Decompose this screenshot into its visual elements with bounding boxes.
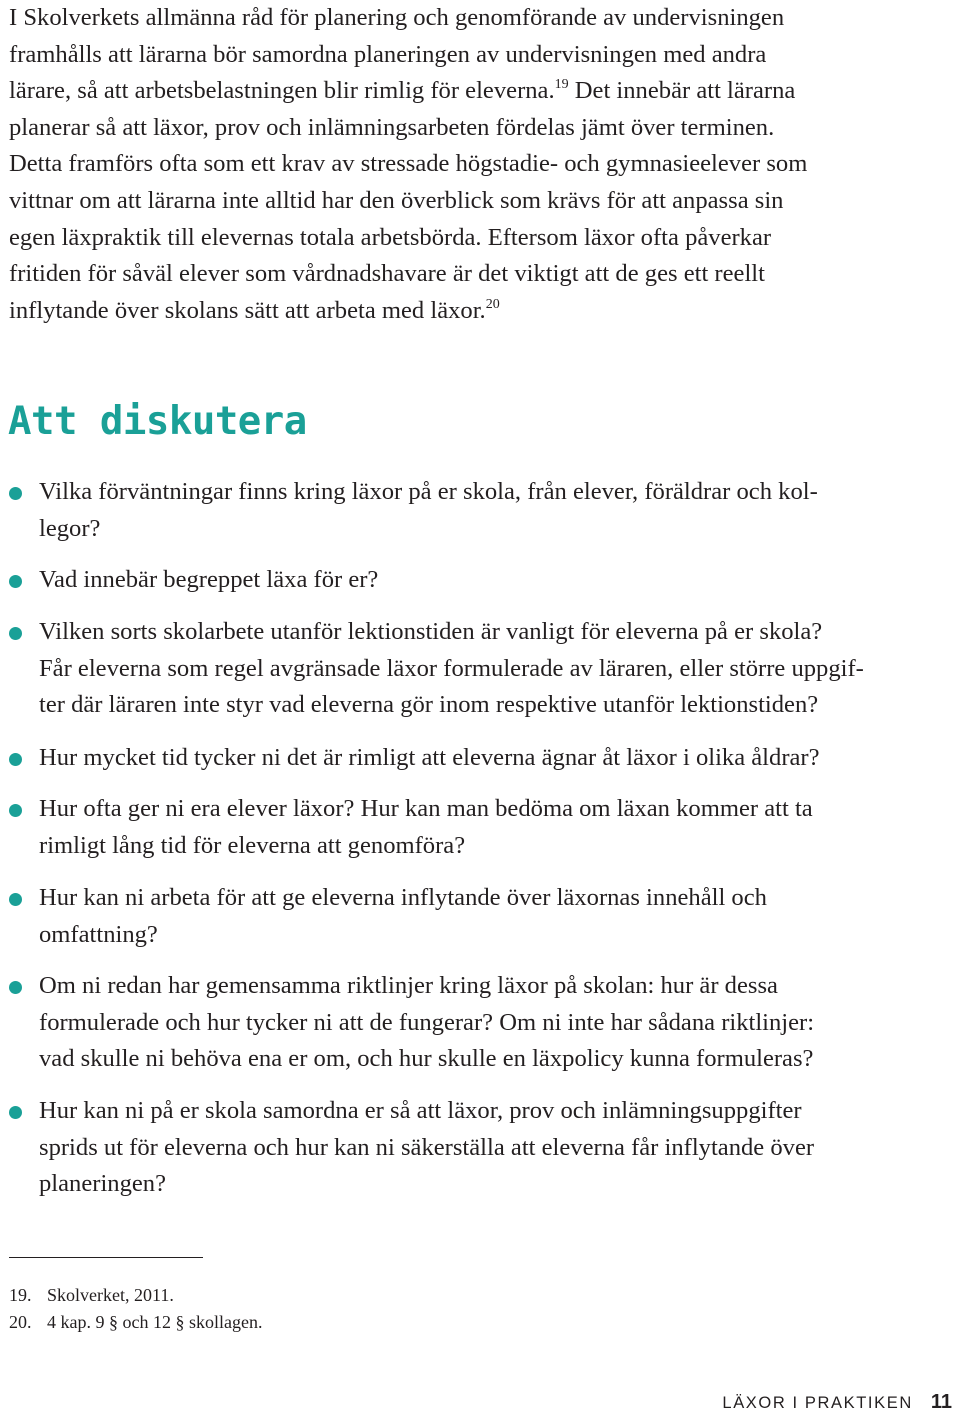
list-item-line: Hur ofta ger ni era elever läxor? Hur kan man bedöma om läxan kommer att ta <box>39 795 813 822</box>
paragraph-line: egen läxpraktik till elevernas totala arbetsbörda. Eftersom läxor ofta påverkar <box>9 223 772 251</box>
footnote <box>9 1309 262 1336</box>
list-item-line: planeringen? <box>39 1170 167 1198</box>
footnote-number: 19. <box>9 1285 32 1305</box>
bullet-dot-icon <box>9 575 22 588</box>
list-item-line: Får eleverna som regel avgränsade läxor formulerade av läraren, eller större uppgif- <box>39 654 864 682</box>
page-footer <box>722 1391 952 1414</box>
list-item-line: Vilken sorts skolarbete utanför lektionstiden är vanligt för eleverna på er skola? <box>39 618 823 645</box>
list-item-text <box>39 968 814 1078</box>
list-item-text <box>39 791 813 864</box>
footnote-reference: 19 <box>554 77 569 93</box>
paragraph-line: I Skolverkets allmänna råd för planering och genomförande av undervisningen <box>9 4 785 31</box>
footnotes <box>9 1282 262 1336</box>
list-item-line: legor? <box>39 514 101 542</box>
footnote-text: 4 kap. 9 § och 12 § skollagen. <box>47 1312 263 1332</box>
paragraph-line <box>9 293 954 330</box>
paragraph-line: planerar så att läxor, prov och inlämningsarbeten fördelas jämt över terminen. <box>9 113 775 141</box>
paragraph-line-text: Det innebär att lärarna <box>568 77 796 105</box>
list-item-line: formulerade och hur tycker ni att de fungerar? Om ni inte har sådana riktlinjer: <box>39 1008 815 1036</box>
footnote-text: Skolverket, 2011. <box>47 1285 174 1305</box>
bullet-dot-icon <box>9 981 22 994</box>
paragraph-line: vittnar om att lärarna inte alltid har den överblick som krävs för att anpassa sin <box>9 186 784 214</box>
list-item-text <box>39 562 378 599</box>
list-item-line: rimligt lång tid för eleverna att genomföra? <box>39 831 466 859</box>
paragraph-line <box>9 73 954 110</box>
list-item-line: Vilka förväntningar finns kring läxor på er skola, från elever, föräldrar och kol- <box>39 478 818 505</box>
bullet-dot-icon <box>9 627 22 640</box>
list-item-text <box>39 474 818 547</box>
list-item-text <box>39 614 864 724</box>
list-item-line: Hur mycket tid tycker ni det är rimligt att eleverna ägnar åt läxor i olika åldrar? <box>39 744 820 771</box>
paragraph-line: framhålls att lärarna bör samordna planeringen av undervisningen med andra <box>9 40 767 68</box>
paragraph-line: fritiden för såväl elever som vårdnadshavare är det viktigt att de ges ett reellt <box>9 260 765 288</box>
list-item-line: Om ni redan har gemensamma riktlinjer kring läxor på skolan: hur är dessa <box>39 972 778 999</box>
list-item-line: Hur kan ni arbeta för att ge eleverna inflytande över läxornas innehåll och <box>39 884 767 911</box>
list-item-line: Vad innebär begreppet läxa för er? <box>39 566 379 593</box>
list-item-line: ter där läraren inte styr vad eleverna gör inom respektive utanför lektionstiden? <box>39 691 819 719</box>
section-heading: Att diskutera <box>8 399 307 444</box>
list-item-line: sprids ut för eleverna och hur kan ni säkerställa att eleverna får inflytande över <box>39 1133 815 1161</box>
bullet-dot-icon <box>9 893 22 906</box>
footnote-divider <box>9 1257 203 1258</box>
list-item-line: vad skulle ni behöva ena er om, och hur skulle en läxpolicy kunna formuleras? <box>39 1045 814 1073</box>
running-title: LÄXOR I PRAKTIKEN <box>722 1394 913 1412</box>
list-item-text <box>39 880 767 953</box>
list-item-text <box>39 740 820 777</box>
paragraph-line: Detta framförs ofta som ett krav av stressade högstadie- och gymnasieelever som <box>9 150 808 178</box>
list-item-text <box>39 1093 814 1203</box>
footnote-reference: 20 <box>485 296 500 312</box>
list-item-line: omfattning? <box>39 920 158 948</box>
list-item-line: Hur kan ni på er skola samordna er så att läxor, prov och inlämningsuppgifter <box>39 1097 802 1124</box>
footnote-number: 20. <box>9 1312 32 1332</box>
bullet-dot-icon <box>9 1106 22 1119</box>
page-number: 11 <box>930 1391 952 1413</box>
body-paragraph <box>9 0 954 329</box>
footnote <box>9 1282 262 1309</box>
paragraph-line-text: lärare, så att arbetsbelastningen blir rimlig för eleverna. <box>9 77 555 105</box>
paragraph-line-text: inflytande över skolans sätt att arbeta med läxor. <box>9 296 486 324</box>
bullet-dot-icon <box>9 487 22 500</box>
bullet-dot-icon <box>9 753 22 766</box>
bullet-dot-icon <box>9 804 22 817</box>
